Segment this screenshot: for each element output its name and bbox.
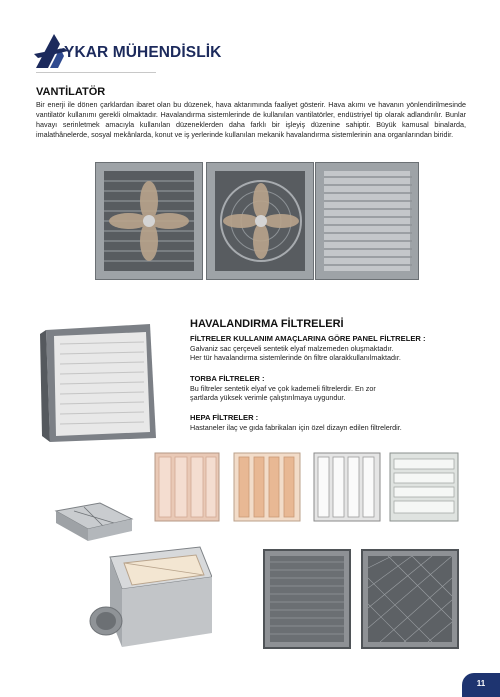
panel-filters-heading: FİLTRELER KULLANIM AMAÇLARINA GÖRE PANEL FİLTRELER :	[190, 334, 426, 343]
fan-image-louver	[315, 162, 419, 280]
hepa-filters-line-1: Hastaneler ilaç ve gıda fabrikaları için özel dizayn edilen filtrelerdir.	[190, 423, 402, 432]
page-number: 11	[462, 673, 500, 697]
logo-divider	[36, 72, 156, 73]
bag-filters-heading: TORBA FİLTRELER :	[190, 374, 265, 383]
bag-filter-image-3	[312, 451, 382, 523]
fan-image-2	[206, 162, 314, 280]
panel-filters-line-1: Galvaniz sac çerçeveli sentetik elyaf malzemeden oluşmaktadır.	[190, 344, 394, 353]
metal-mesh-filter-image-2	[360, 548, 460, 650]
filters-title: HAVALANDIRMA FİLTRELERİ	[190, 318, 344, 330]
ventilator-title: VANTİLATÖR	[36, 86, 106, 98]
bag-filters-line-1: Bu filtreler sentetik elyaf ve çok kademeli filtrelerdir. En zor	[190, 384, 376, 393]
bag-filter-image-4	[388, 451, 460, 523]
bag-filters-line-2: şartlarda yüksek verimle çalıştırılmaya uygundur.	[190, 393, 346, 402]
panel-filter-image	[40, 320, 160, 445]
ventilator-description: Bir enerji ile dönen çarklardan ibaret olan bu düzenek, hava aktarımında faaliyet gösterir. Hava akımı ve havanın yönlendirilmesinde vantilatör kullanımı gerekli olmaktadır. Havalandırma sistemlerinde de kullanılan vantilatörler, endüstriyel tip olarak adlandırılır. Bunlar havayı serinletmek amacıyla kullanılan düzeneklerden daha farklı bir işleyiş düzenine sahiptir. Büyük kamusal binalarda, imalathânelerde, sosyal mekânlarda, konut ve iş yerlerinde kullanılan mekanik havalandırma sistemlerinin ana organlarından biridir.	[36, 100, 466, 139]
metal-mesh-filter-image-1	[262, 548, 352, 650]
hepa-box-diffuser-image	[40, 497, 212, 657]
company-logo-text: YKAR MÜHENDİSLİK	[64, 44, 222, 61]
bag-filter-image-2	[232, 451, 302, 523]
fan-image-1	[95, 162, 203, 280]
panel-filters-line-2: Her tür havalandırma sistemlerinde ön filtre olarakkullanılmaktadır.	[190, 353, 401, 362]
hepa-filters-heading: HEPA FİLTRELER :	[190, 413, 259, 422]
